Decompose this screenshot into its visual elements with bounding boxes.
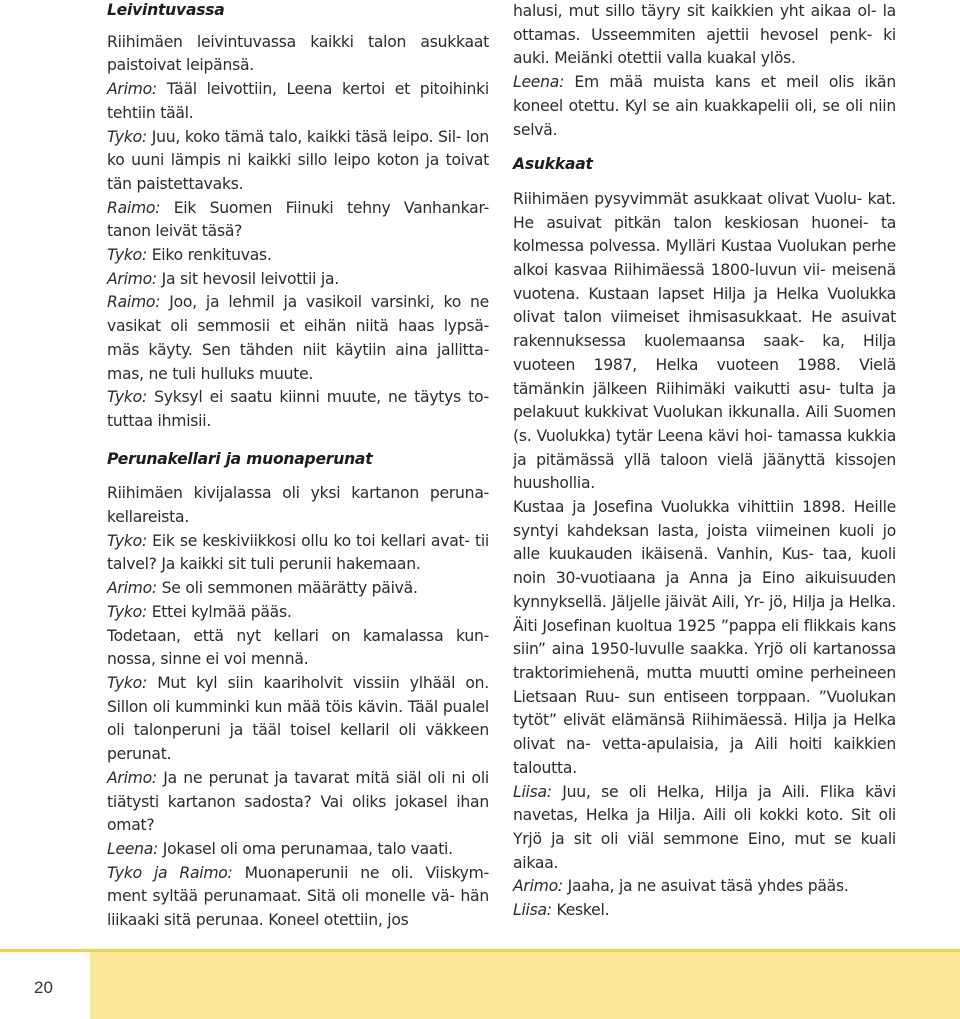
paragraph: Todetaan, että nyt kellari on kamalassa kun- nossa, sinne ei voi mennä. (107, 626, 489, 669)
right-column (513, 0, 896, 923)
page-number: 20 (34, 978, 53, 997)
dialogue-line: Arimo: Ja ne perunat ja tavarat mitä siäl oli ni oli tiätysti kartanon sadosta? Vai oliks jokasel ihan omat? (107, 768, 489, 835)
paragraph: halusi, mut sillo täyry sit kaikkien yht aikaa ol- la ottamas. Usseemmiten ajettii hevosel penk- ki auki. Meiänki otettii valla kuakal ylös. (513, 2, 896, 68)
dialogue-line: Tyko ja Raimo: Muonaperunii ne oli. Viiskym- ment syltää perunamaat. Sitä oli monelle vä- hän liikaaki sitä perunaa. Koneel otettiin, jos (107, 863, 489, 930)
section-heading-perunakellari: Perunakellari ja muonaperunat (107, 449, 373, 468)
dialogue-line: Liisa: Juu, se oli Helka, Hilja ja Aili. Flika kävi navetas, Helka ja Hilja. Aili oli kokki koto. Sit oli Yrjö ja sit oli viäl semmone Eino, mut se kuali aikaa. (513, 782, 896, 872)
dialogue-line: Tyko: Juu, koko tämä talo, kaikki täsä leipo. Sil- lon ko uuni lämpis ni kaikki sillo leipo koton ja toivat tän paistettavaks. (107, 127, 489, 193)
dialogue-line: Tyko: Ettei kylmää pääs. (107, 602, 292, 621)
dialogue-line: Leena: Jokasel oli oma perunamaa, talo vaati. (107, 839, 453, 858)
dialogue-line: Tyko: Eiko renkituvas. (107, 246, 272, 265)
footer-band (0, 949, 960, 1019)
section-heading-asukkaat: Asukkaat (513, 155, 593, 174)
dialogue-line: Arimo: Se oli semmonen määrätty päivä. (107, 579, 418, 598)
dialogue-line: Arimo: Ja sit hevosil leivottii ja. (107, 269, 339, 288)
paragraph: Riihimäen kivijalassa oli yksi kartanon peruna- kellareista. (107, 484, 489, 527)
dialogue-line: Arimo: Tääl leivottiin, Leena kertoi et pitoihinki tehtiin tääl. (107, 80, 489, 122)
dialogue-line: Tyko: Syksyl ei saatu kiinni muute, ne täytys to- tuttaa ihmisii. (107, 388, 489, 430)
dialogue-line: Raimo: Joo, ja lehmil ja vasikoil varsinki, ko ne vasikat oli semmosii et eihän niitä haas lypsä- mäs käyty. Sen tähden niit käytiin aina jallitta- mas, ne tuli hulluks muute. (107, 293, 489, 383)
dialogue-line: Tyko: Eik se keskiviikkosi ollu ko toi kellari avat- tii talvel? Ja kaikki sit tuli perunii hakemaan. (107, 531, 489, 574)
paragraph: Riihimäen leivintuvassa kaikki talon asukkaat paistoivat leipänsä. (107, 32, 489, 75)
page-number-box (0, 952, 90, 1019)
section-heading-leivintuvassa: Leivintuvassa (107, 1, 225, 19)
paragraph: Kustaa ja Josefina Vuolukka vihittiin 1898. Heille syntyi kahdeksan lasta, joista viimeinen kuoli jo alle kuukauden ikäisenä. Vanhin, Kus- taa, kuoli noin 30-vuotiaana ja Anna ja Eino aikuisuuden kynnyksellä. Jäljelle jäivät Aili, Yr- jö, Hilja ja Helka. Äiti Josefinan kuoltua 1925 ”pappa eli flikkais kans siin” aina 1950-luvulle saakka. Yrjö oli kartanossa traktorimiehenä, mutta muutti omine perheineen Lietsaan Ruu- sun entiseen torppaan. ”Vuolukan tytöt” elivät elämänsä Riihimäessä. Hilja ja Helka olivat na- vetta-apulaisia, ja Aili hoiti kaikkien taloutta. (513, 498, 897, 777)
dialogue-line: Liisa: Keskel. (513, 901, 610, 920)
dialogue-line: Leena: Em mää muista kans et meil olis ikän koneel otettu. Kyl se ain kuakkapelii oli, se oli niin selvä. (513, 73, 896, 139)
dialogue-line: Arimo: Jaaha, ja ne asuivat täsä yhdes pääs. (513, 877, 849, 896)
paragraph: Riihimäen pysyvimmät asukkaat olivat Vuolu- kat. He asuivat pitkän talon keskiosan huonei- ta kolmessa polvessa. Mylläri Kustaa Vuolukan perhe alkoi kasvaa Riihimäessä 1800-luvun vii- meisenä vuotena. Kustaan lapset Hilja ja Helka Vuolukka olivat talon viimeiset ihmisasukkaat. He asuivat rakennuksessa kuolemaansa saak- ka, Hilja vuoteen 1987, Helka vuoteen 1988. Vielä tämänkin jälkeen Riihimäki vaikutti asu- tulta ja pelakuut kukkivat Vuolukan ikkunalla. Aili Suomen (s. Vuolukka) tytär Leena kävi hoi- tamassa kukkia ja pitämässä yllä taloon vielä jäänyttä kissojen huushollia. (513, 189, 897, 493)
footer-divider (0, 949, 960, 952)
dialogue-line: Raimo: Eik Suomen Fiinuki tehny Vanhankar- tanon leivät täsä? (107, 198, 489, 241)
dialogue-line: Tyko: Mut kyl siin kaariholvit vissiin ylhääl on. Sillon oli kumminki kun mää töis kävin. Tääl pualel oli talonperuni ja tääl toisel kellaril oli väkkeen perunat. (107, 673, 489, 764)
left-column (107, 0, 489, 933)
